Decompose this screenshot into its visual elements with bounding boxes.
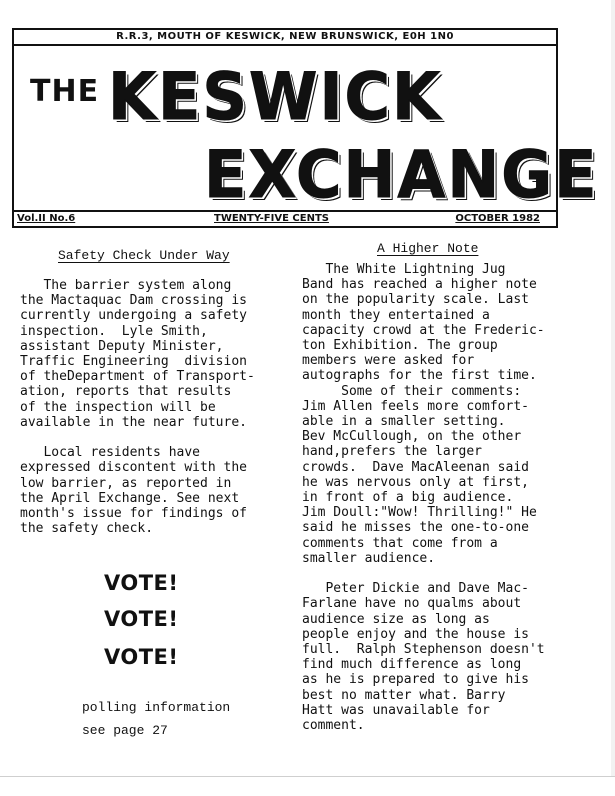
vote-line-2: VOTE! (104, 607, 179, 631)
title-exchange: EXCHANGE (204, 136, 599, 213)
masthead-address: R.R.3, MOUTH OF KESWICK, NEW BRUNSWICK, E0H 1N0 (14, 30, 556, 46)
page-bottom-rule (0, 776, 615, 777)
right-article-headline: A Higher Note (377, 241, 479, 256)
right-article-body: The White Lightning Jug Band has reached a higher note on the popularity scale. Last month they entertained a capacity crowd at the Frederic- ton Exhibition. The group members were asked for autographs for the first time. Some of their comments: Jim Allen feels more comfort- able in a smaller setting. Bev McCullough, on the other hand,prefers the larger crowds. Dave MacAleenan said he was nervous only at first, in front of a big audience. Jim Doull:"Wow! Thrilling!" He said he misses the one-to-one comments that come from a smaller audience. Peter Dickie and Dave Mac- Farlane have no qualms about audience size as long as people enjoy and the house is full. Ralph Stephenson doesn't find much difference as long as he is prepared to give his best no matter what. Barry Hatt was unavailable for comment. (302, 262, 545, 734)
page-edge (611, 0, 615, 776)
left-article-headline: Safety Check Under Way (58, 248, 230, 263)
polling-information: polling information (82, 700, 231, 715)
masthead (12, 28, 599, 228)
title-keswick: KESWICK (108, 58, 443, 135)
vote-line-3: VOTE! (104, 645, 179, 669)
polling-page-reference: see page 27 (82, 723, 168, 738)
left-article-body: The barrier system along the Mactaquac Dam crossing is currently undergoing a safety inspection. Lyle Smith, assistant Deputy Minister, Traffic Engineering division of theDepartment of Transport- ation, reports that results of the inspection will be available in the near future. Local residents have expressed discontent with the low barrier, as reported in the April Exchange. See next month's issue for findings of the safety check. (20, 278, 255, 537)
title-the: THE (30, 74, 100, 109)
vote-line-1: VOTE! (104, 571, 179, 595)
issue-price: TWENTY-FIVE CENTS (214, 213, 329, 224)
volume-number: Vol.II No.6 (17, 213, 76, 224)
issue-date: OCTOBER 1982 (455, 213, 540, 224)
issue-bar (14, 210, 556, 226)
